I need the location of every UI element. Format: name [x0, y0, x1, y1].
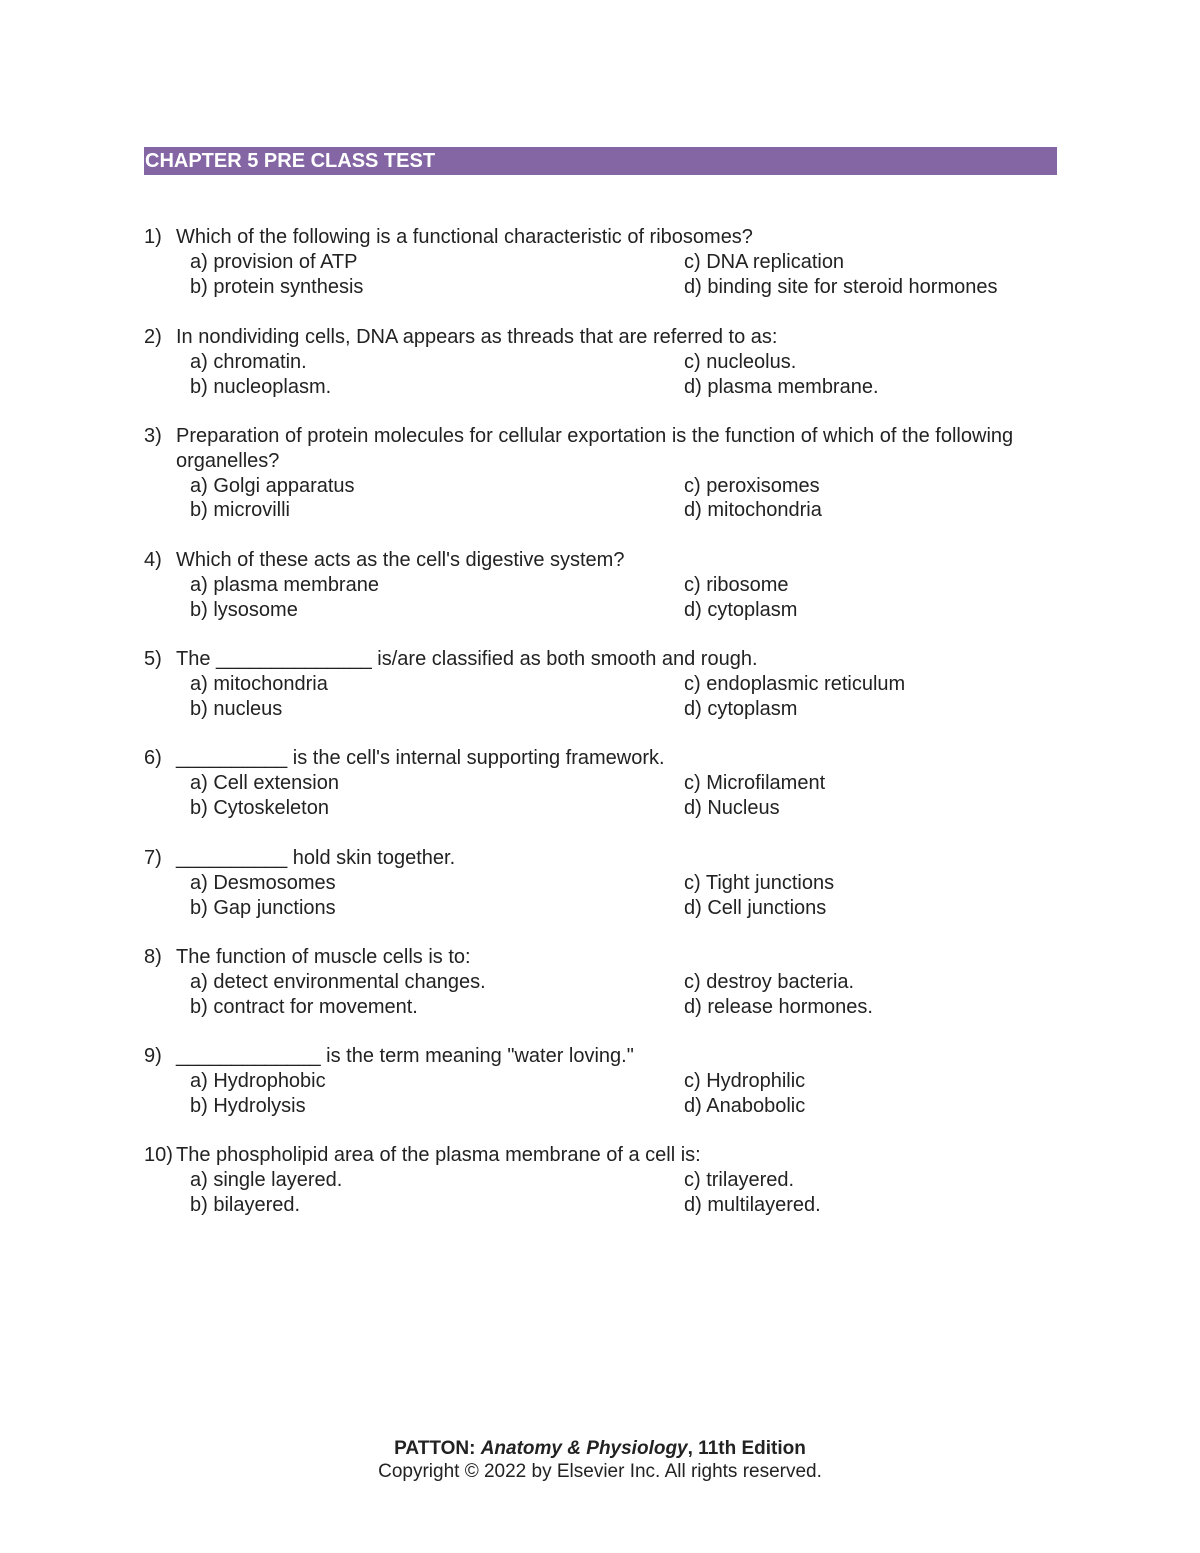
- option-d: d) plasma membrane.: [684, 375, 879, 398]
- option-a: a) single layered.: [190, 1168, 343, 1191]
- question-text: _____________ is the term meaning "water loving.": [176, 1045, 634, 1067]
- option-d: d) Anabobolic: [684, 1094, 806, 1117]
- question-number: 4): [144, 549, 162, 571]
- answer-options: [144, 474, 1057, 524]
- option-a: a) chromatin.: [190, 350, 307, 373]
- option-d: d) cytoplasm: [684, 697, 798, 720]
- footer-book: Anatomy & Physiology: [480, 1438, 688, 1459]
- question-text: In nondividing cells, DNA appears as threads that are referred to as:: [176, 326, 778, 348]
- question-number: 5): [144, 648, 162, 670]
- option-c: c) destroy bacteria.: [684, 970, 855, 993]
- answer-options: [144, 672, 1057, 722]
- question-5: [144, 647, 1057, 721]
- option-c: c) Microfilament: [684, 771, 826, 794]
- option-b: b) Gap junctions: [190, 896, 336, 919]
- answer-options: [144, 350, 1057, 400]
- option-b: b) bilayered.: [190, 1193, 301, 1216]
- option-d: d) cytoplasm: [684, 598, 798, 621]
- question-number: 1): [144, 226, 162, 248]
- question-number: 9): [144, 1045, 162, 1067]
- question-text: Which of these acts as the cell's digestive system?: [176, 549, 625, 571]
- answer-options: [144, 1069, 1057, 1119]
- question-text: Preparation of protein molecules for cellular exportation is the function of which of the following organelles?: [176, 425, 1014, 472]
- question-number: 3): [144, 425, 162, 447]
- question-number: 8): [144, 946, 162, 968]
- answer-options: [144, 573, 1057, 623]
- option-b: b) Cytoskeleton: [190, 796, 329, 819]
- option-c: c) peroxisomes: [684, 474, 820, 497]
- question-text: __________ is the cell's internal supporting framework.: [176, 747, 665, 769]
- chapter-title: CHAPTER 5 PRE CLASS TEST: [145, 150, 436, 172]
- option-d: d) Cell junctions: [684, 896, 827, 919]
- option-b: b) microvilli: [190, 499, 290, 522]
- option-a: a) provision of ATP: [190, 250, 358, 273]
- footer-copyright: Copyright © 2022 by Elsevier Inc. All rights reserved.: [378, 1461, 822, 1482]
- question-text: The phospholipid area of the plasma membrane of a cell is:: [176, 1144, 701, 1166]
- option-b: b) lysosome: [190, 598, 298, 621]
- question-10: [144, 1143, 1057, 1217]
- option-d: d) release hormones.: [684, 995, 873, 1018]
- option-c: c) DNA replication: [684, 250, 845, 273]
- option-a: a) plasma membrane: [190, 573, 379, 596]
- question-8: [144, 945, 1057, 1019]
- question-2: [144, 325, 1057, 399]
- answer-options: [144, 1168, 1057, 1218]
- question-text: The function of muscle cells is to:: [176, 946, 471, 968]
- question-4: [144, 548, 1057, 622]
- option-a: a) Desmosomes: [190, 871, 336, 894]
- question-9: [144, 1044, 1057, 1118]
- question-text: __________ hold skin together.: [176, 847, 456, 869]
- option-c: c) ribosome: [684, 573, 789, 596]
- option-c: c) Hydrophilic: [684, 1069, 806, 1092]
- option-c: c) nucleolus.: [684, 350, 797, 373]
- option-d: d) mitochondria: [684, 499, 822, 522]
- option-c: c) Tight junctions: [684, 871, 835, 894]
- option-c: c) endoplasmic reticulum: [684, 672, 906, 695]
- question-1: [144, 225, 1057, 299]
- question-number: 7): [144, 847, 162, 869]
- option-a: a) Golgi apparatus: [190, 474, 355, 497]
- footer-author: PATTON:: [394, 1438, 476, 1459]
- question-text: Which of the following is a functional characteristic of ribosomes?: [176, 226, 753, 248]
- option-a: a) mitochondria: [190, 672, 328, 695]
- question-number: 10): [144, 1144, 173, 1166]
- option-b: b) protein synthesis: [190, 275, 364, 298]
- option-d: d) binding site for steroid hormones: [684, 275, 998, 298]
- question-7: [144, 846, 1057, 920]
- footer-edition: , 11th Edition: [687, 1438, 806, 1459]
- question-3: [144, 424, 1057, 523]
- option-c: c) trilayered.: [684, 1168, 795, 1191]
- question-number: 6): [144, 747, 162, 769]
- question-6: [144, 746, 1057, 820]
- question-number: 2): [144, 326, 162, 348]
- option-d: d) multilayered.: [684, 1193, 821, 1216]
- option-a: a) Cell extension: [190, 771, 339, 794]
- option-a: a) detect environmental changes.: [190, 970, 486, 993]
- option-a: a) Hydrophobic: [190, 1069, 326, 1092]
- option-d: d) Nucleus: [684, 796, 780, 819]
- option-b: b) contract for movement.: [190, 995, 418, 1018]
- footer-book-title: [0, 1438, 1200, 1460]
- answer-options: [144, 970, 1057, 1020]
- option-b: b) nucleus: [190, 697, 283, 720]
- option-b: b) Hydrolysis: [190, 1094, 306, 1117]
- option-b: b) nucleoplasm.: [190, 375, 332, 398]
- answer-options: [144, 871, 1057, 921]
- answer-options: [144, 250, 1057, 300]
- question-text: The ______________ is/are classified as both smooth and rough.: [176, 648, 758, 670]
- chapter-header-bar: [144, 147, 1057, 175]
- answer-options: [144, 771, 1057, 821]
